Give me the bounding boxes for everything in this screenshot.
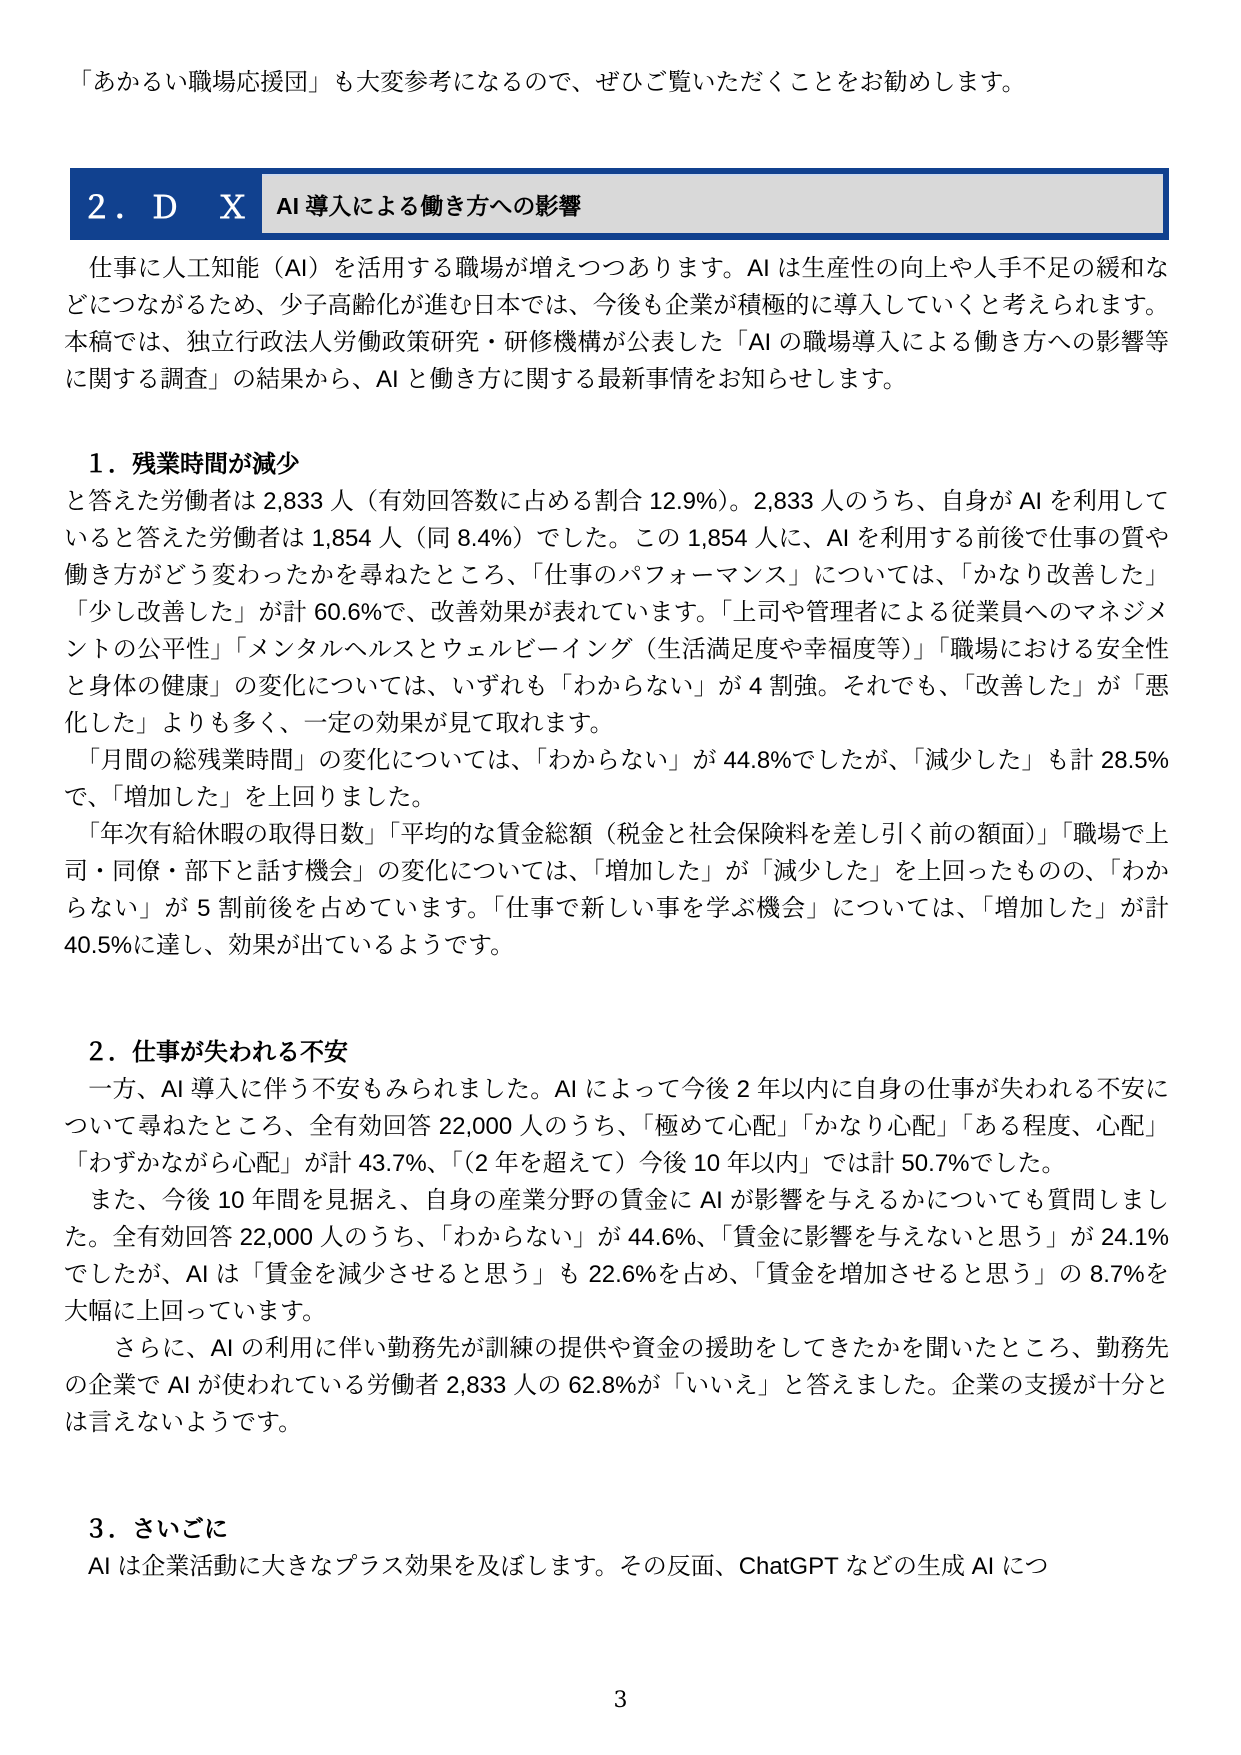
banner-section-title: AI 導入による働き方への影響: [262, 174, 1163, 233]
paragraph: 「年次有給休暇の取得日数」「平均的な賃金総額（税金と社会保険料を差し引く前の額面）」「職場で上司・同僚・部下と話す機会」の変化については、「増加した」が「減少した」を上回ったものの、「わからない」が 5 割前後を占めています。「仕事で新しい事を学ぶ機会」については、「増加した」が計 40.5%に達し、効果が出ているようです。: [64, 821, 1169, 959]
section-job-loss-anxiety: [64, 1034, 1169, 1441]
lead-paragraph: 仕事に人工知能（AI）を活用する職場が増えつつあります。AI は生産性の向上や人手不足の緩和などにつながるため、少子高齢化が進む日本では、今後も企業が積極的に導入していくと考えられます。本稿では、独立行政法人労働政策研究・研修機構が公表した「AI の職場導入による働き方への影響等に関する調査」の結果から、AI と働き方に関する最新事情をお知らせします。: [64, 255, 1169, 393]
paragraph: 一方、AI 導入に伴う不安もみられました。AI によって今後 2 年以内に自身の仕事が失われる不安について尋ねたところ、全有効回答 22,000 人のうち、「極めて心配」「かなり心配」「ある程度、心配」「わずかながら心配」が計 43.7%、「（2 年を超えて）今後 10 年以内」では計 50.7%でした。: [64, 1076, 1169, 1177]
page-number: 3: [613, 1688, 628, 1713]
paragraph: と答えた労働者は 2,833 人（有効回答数に占める割合 12.9%）。2,833 人のうち、自身が AI を利用していると答えた労働者は 1,854 人（同 8.4%）でした。この 1,854 人に、AI を利用する前後で仕事の質や働き方がどう変わったかを尋ねたところ、「仕事のパフォーマンス」については、「かなり改善した」「少し改善した」が計 60.6%で、改善効果が表れています。「上司や管理者による従業員へのマネジメントの公平性」「メンタルヘルスとウェルビーイング（生活満足度や幸福度等）」「職場における安全性と身体の健康」の変化については、いずれも「わからない」が 4 割強。それでも、「改善した」が「悪化した」よりも多く、一定の効果が見て取れます。: [64, 488, 1169, 737]
paragraph: また、今後 10 年間を見据え、自身の産業分野の賃金に AI が影響を与えるかについても質問しました。全有効回答 22,000 人のうち、「わからない」が 44.6%、「賃金に影響を与えないと思う」が 24.1%でしたが、AI は「賃金を減少させると思う」も 22.6%を占め、「賃金を増加させると思う」の 8.7%を大幅に上回っています。: [64, 1187, 1169, 1325]
section-heading: １．残業時間が減少: [84, 451, 300, 478]
section-heading: ３．さいごに: [84, 1516, 228, 1543]
section-banner: [70, 168, 1169, 240]
section-overtime-reduced: [64, 446, 1169, 964]
section-conclusion: [64, 1511, 1169, 1585]
paragraph: 「月間の総残業時間」の変化については、「わからない」が 44.8%でしたが、「減少した」も計 28.5%で、「増加した」を上回りました。: [64, 747, 1169, 811]
banner-section-number: ２．Ｄ Ｘ: [81, 189, 251, 225]
paragraph: AI は企業活動に大きなプラス効果を及ぼします。その反面、ChatGPT などの生成 AI につ: [64, 1553, 1049, 1580]
section-heading: ２．仕事が失われる不安: [84, 1039, 348, 1066]
intro-paragraph: 「あかるい職場応援団」も大変参考になるので、ぜひご覧いただくことをお勧めします。: [68, 69, 1026, 96]
paragraph: さらに、AI の利用に伴い勤務先が訓練の提供や資金の援助をしてきたかを聞いたところ、勤務先の企業で AI が使われている労働者 2,833 人の 62.8%が「いいえ」と答えました。企業の支援が十分とは言えないようです。: [64, 1335, 1169, 1436]
